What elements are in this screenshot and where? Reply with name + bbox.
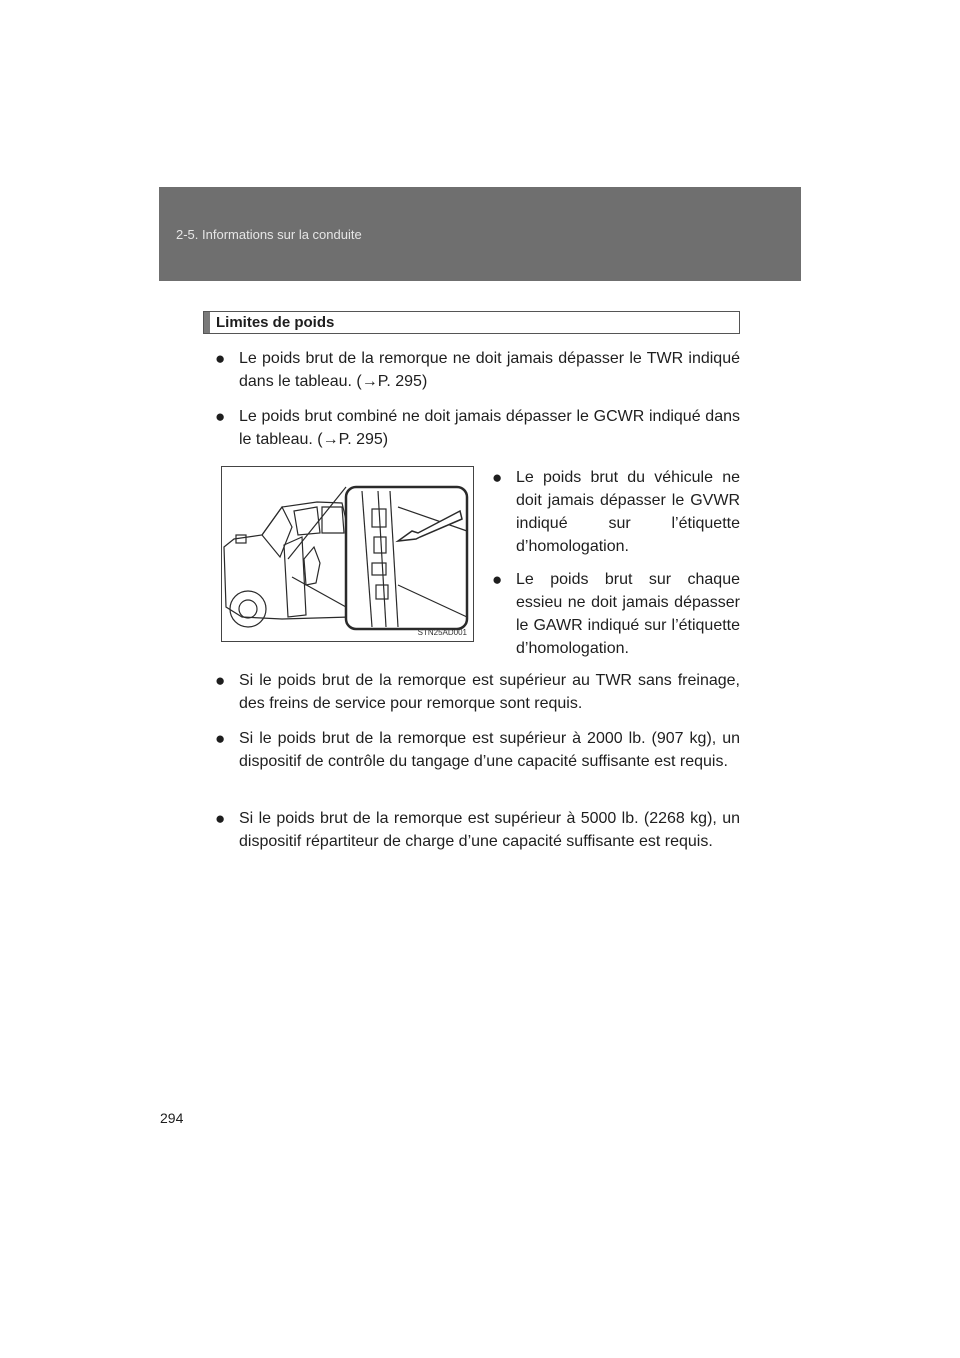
chapter-title: 2-5. Informations sur la conduite — [176, 227, 362, 242]
bullet-text: Le poids brut du véhicule ne doit jamais dépasser le GVWR indiqué sur l’étiquette d’homologation. — [516, 469, 740, 555]
bullet-dot: ● — [215, 407, 226, 426]
bullet-text: Si le poids brut de la remorque est supérieur à 2000 lb. (907 kg), un dispositif de contrôle du tangage d’une capacité suffisante est requis. — [239, 730, 740, 770]
bullet-item — [492, 466, 740, 558]
bullet-item — [492, 568, 740, 660]
bullet-item — [215, 405, 740, 451]
page-number: 294 — [160, 1110, 184, 1126]
bullet-text: Si le poids brut de la remorque est supérieur à 5000 lb. (2268 kg), un dispositif répartiteur de charge d’une capacité suffisante est requis. — [239, 810, 740, 850]
chapter-header — [159, 187, 801, 281]
vehicle-label-illustration — [221, 466, 474, 642]
door-pillar-label-illustration — [222, 467, 473, 641]
section-heading-box — [203, 311, 740, 334]
bullet-item — [215, 727, 740, 796]
bullet-item — [215, 669, 740, 715]
bullet-dot: ● — [215, 729, 226, 748]
figure-code: STN25AD001 — [417, 628, 467, 637]
bullet-dot: ● — [215, 349, 226, 368]
section-title: Limites de poids — [216, 314, 335, 331]
bullet-text: Le poids brut combiné ne doit jamais dépasser le GCWR indiqué dans le tableau. (→P. 295) — [239, 408, 740, 448]
bullet-dot: ● — [492, 468, 503, 487]
bullet-text: Le poids brut sur chaque essieu ne doit jamais dépasser le GAWR indiqué sur l’étiquette d’homologation. — [516, 571, 740, 657]
bullet-dot: ● — [492, 570, 503, 589]
bullet-dot: ● — [215, 671, 226, 690]
bullet-dot: ● — [215, 809, 226, 828]
bullet-text: Si le poids brut de la remorque est supérieur au TWR sans freinage, des freins de service pour remorque sont requis. — [239, 672, 740, 712]
bullet-item — [215, 347, 740, 393]
bullet-item — [215, 807, 740, 876]
bullet-text: Le poids brut de la remorque ne doit jamais dépasser le TWR indiqué dans le tableau. (→P. 295) — [239, 350, 740, 390]
section-heading-accent — [204, 312, 210, 333]
